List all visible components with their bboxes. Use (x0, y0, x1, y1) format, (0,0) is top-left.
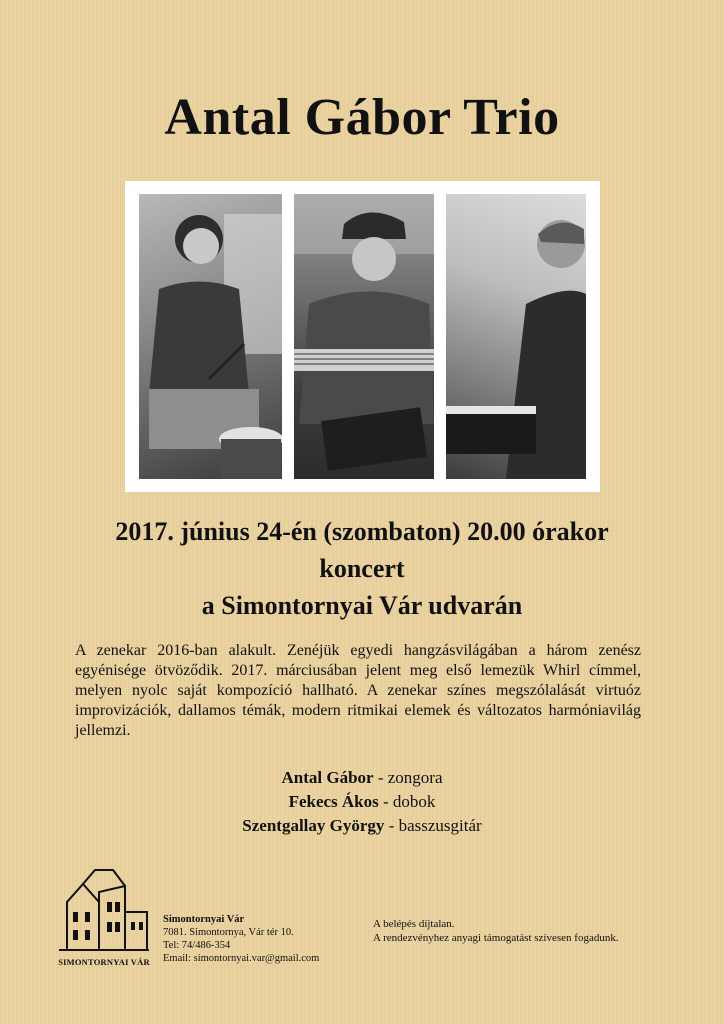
member-line (0, 814, 724, 838)
event-details (0, 513, 724, 624)
logo-caption: SIMONTORNYAI VÁR (58, 957, 150, 967)
contact-phone: Tel: 74/486-354 (163, 940, 231, 951)
band-description: A zenekar 2016-ban alakult. Zenéjük egyedi hangzásvilágában a három zenész egyénisége ötvöződik. 2017. márciusában jelent meg első lemezük Whirl címmel, melyen nyolc saját kompozíció hallható. A zenekar színes megszólalását virtuóz improvizációk, dallamos témák, modern ritmikai elemek és változatos harmóniavilág jellemzi. (75, 642, 641, 739)
member-line (0, 766, 724, 790)
event-type: koncert (319, 554, 405, 583)
band-photo-collage (125, 181, 600, 492)
drummer-photo (139, 194, 282, 479)
admission-free: A belépés díjtalan. (373, 918, 455, 930)
member-role: - zongora (373, 768, 443, 787)
member-role: - basszusgitár (384, 816, 482, 835)
castle-logo-icon (55, 862, 150, 952)
pianist-photo (446, 194, 586, 479)
member-name: Fekecs Ákos (288, 792, 379, 811)
member-name: Szentgallay György (242, 816, 385, 835)
support-request: A rendezvényhez anyagi támogatást szívesen fogadunk. (373, 932, 619, 944)
admission-note (373, 917, 619, 945)
contact-info (163, 913, 319, 965)
bassist-photo (294, 194, 434, 479)
member-role: - dobok (378, 792, 436, 811)
contact-org: Simontornyai Vár (163, 914, 245, 925)
poster-title: Antal Gábor Trio (164, 89, 560, 146)
member-list (0, 766, 724, 838)
contact-address: 7081. Simontornya, Vár tér 10. (163, 927, 294, 938)
member-name: Antal Gábor (281, 768, 374, 787)
contact-email: Email: simontornyai.var@gmail.com (163, 953, 320, 964)
member-line (0, 790, 724, 814)
event-venue: a Simontornyai Vár udvarán (201, 591, 523, 620)
event-date-time: 2017. június 24-én (szombaton) 20.00 órakor (115, 517, 609, 546)
